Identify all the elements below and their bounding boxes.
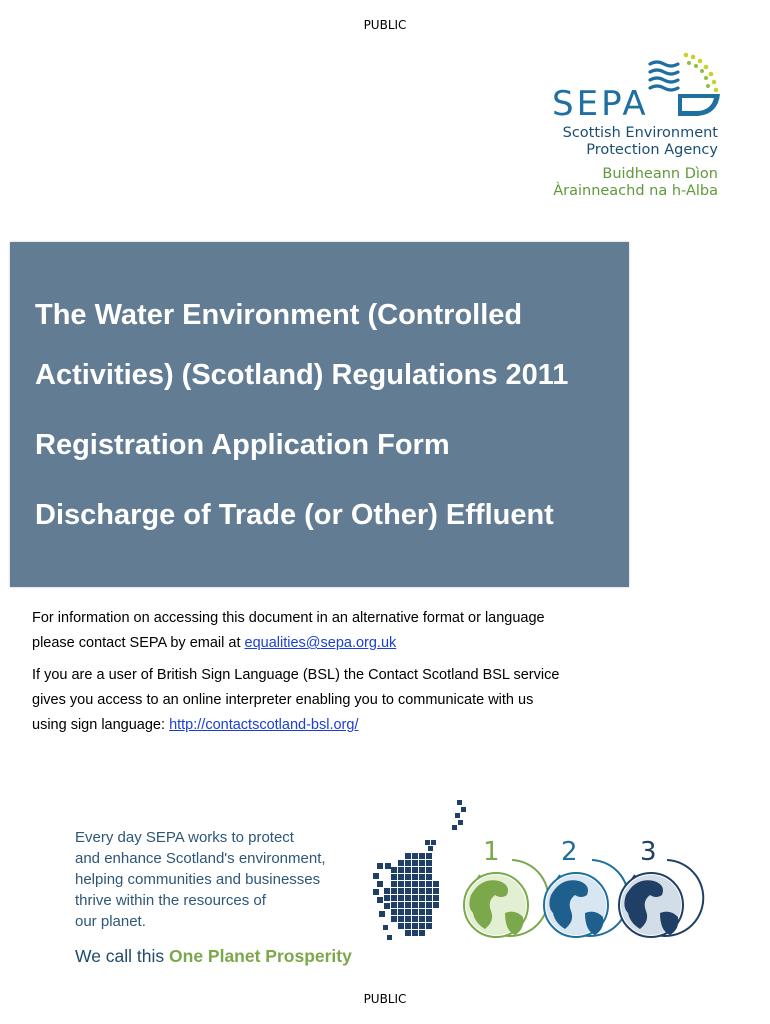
planet-number-3: 3 — [640, 837, 657, 867]
bsl-line-3: using sign language: — [32, 717, 170, 733]
form-subtitle: Discharge of Trade (or Other) Effluent — [35, 499, 554, 531]
bsl-line-1: If you are a user of British Sign Language (BSL) the Contact Scotland BSL service — [32, 667, 560, 683]
logo-english-line2: Protection Agency — [586, 142, 718, 158]
email-link[interactable]: equalities@sepa.org.uk — [244, 635, 397, 651]
sepa-waves-icon — [638, 50, 728, 130]
slogan-highlight: One Planet Prosperity — [169, 946, 352, 966]
banner-line-3: helping communities and businesses — [75, 871, 321, 888]
header-classification: PUBLIC — [363, 18, 407, 32]
planet-number-2: 2 — [561, 837, 578, 867]
logo-wordmark: SEPA — [552, 84, 649, 124]
banner-slogan — [75, 946, 352, 967]
banner-text — [75, 827, 326, 932]
scotland-map-icon — [373, 800, 466, 940]
form-title: Registration Application Form — [35, 429, 450, 461]
footer-classification: PUBLIC — [363, 992, 407, 1006]
logo-gaelic-line1: Buidheann Dìon — [602, 166, 718, 182]
planet-number-1: 1 — [483, 837, 500, 867]
bsl-line-2: gives you access to an online interpreter enabling you to communicate with us — [32, 692, 534, 708]
logo-gaelic-line2: Àrainneachd na h-Alba — [553, 183, 718, 199]
planet-2-icon — [544, 860, 628, 937]
title-line-1: The Water Environment (Controlled — [35, 299, 523, 331]
title-panel — [10, 242, 629, 587]
accessibility-line-1: For information on accessing this document in an alternative format or language — [32, 610, 545, 626]
logo-english-line1: Scottish Environment — [562, 125, 718, 141]
banner-line-5: our planet. — [75, 913, 146, 930]
accessibility-line-2: please contact SEPA by email at — [32, 635, 245, 651]
planet-3-icon — [619, 860, 703, 937]
banner-line-1: Every day SEPA works to protect — [75, 829, 294, 846]
planet-1-icon — [464, 860, 548, 937]
sepa-logo — [550, 50, 730, 200]
bsl-link[interactable]: http://contactscotland-bsl.org/ — [169, 717, 359, 733]
one-planet-graphic — [365, 795, 705, 955]
banner-line-4: thrive within the resources of — [75, 892, 266, 909]
bsl-paragraph — [32, 663, 632, 738]
banner-line-2: and enhance Scotland's environment, — [75, 850, 326, 867]
slogan-prefix: We call this — [75, 946, 170, 966]
title-line-2: Activities) (Scotland) Regulations 2011 — [35, 359, 569, 391]
accessibility-paragraph — [32, 606, 632, 656]
